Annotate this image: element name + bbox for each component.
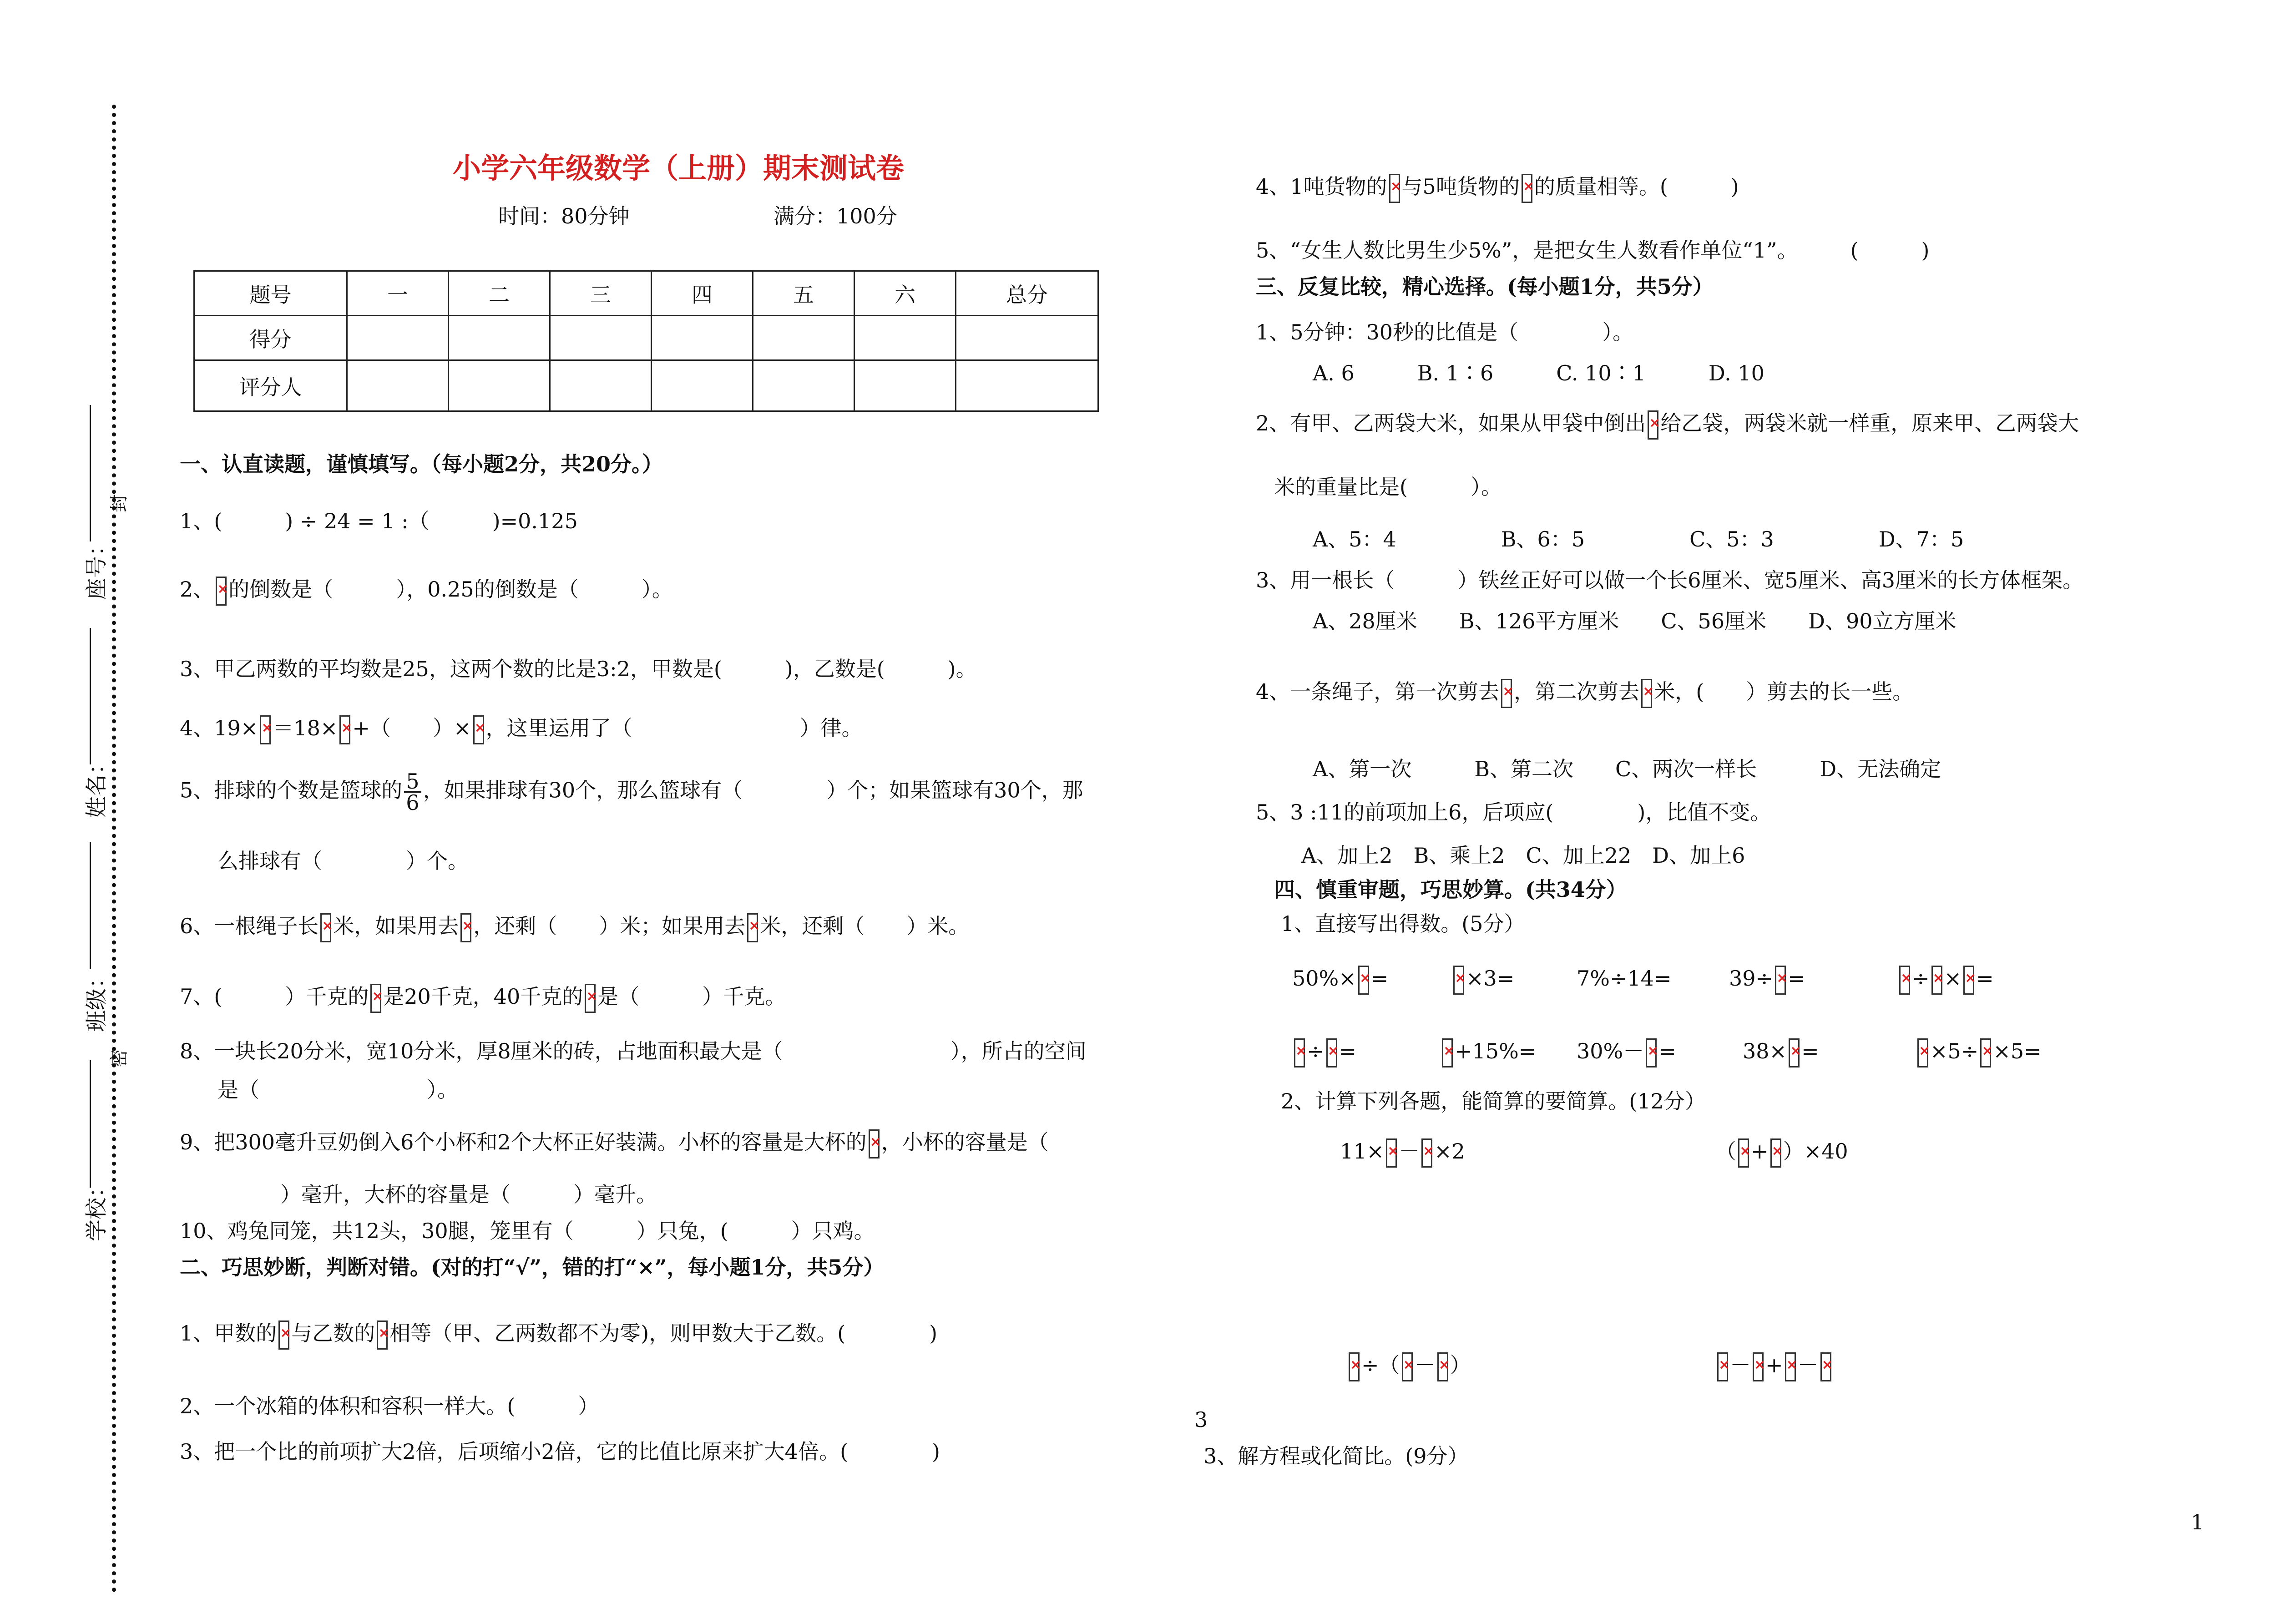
- s1-question-1: 1、( ) ÷ 24 = 1 :（ )=0.125: [180, 509, 578, 533]
- broken-image-icon: [1820, 1352, 1831, 1381]
- broken-image-icon: [747, 913, 758, 942]
- score-cell[interactable]: [652, 360, 753, 411]
- broken-image-icon: [1963, 966, 1974, 995]
- s1-question-2: 2、× 的倒数是（ ），0.25的倒数是（ ）。: [180, 576, 673, 606]
- broken-image-icon: [1785, 1352, 1796, 1381]
- s1-question-3: 3、甲乙两数的平均数是25，这两个数的比是3:2，甲数是( )，乙数是( )。: [180, 657, 977, 681]
- score-row-label: 评分人: [194, 360, 347, 411]
- broken-image-icon: [1294, 1038, 1305, 1067]
- s3-question-2-cont: 米的重量比是( ）。: [1274, 475, 1502, 499]
- secret-mark: 密: [109, 1049, 130, 1067]
- page-number: 1: [2191, 1510, 2204, 1534]
- broken-image-icon: [869, 1129, 880, 1159]
- score-cell[interactable]: [753, 360, 854, 411]
- score-header: 总分: [956, 271, 1098, 316]
- s1-question-7: 7、( ）千克的× 是20千克，40千克的× 是（ ）千克。: [180, 983, 786, 1013]
- score-header: 六: [854, 271, 956, 316]
- broken-image-icon: [1789, 1038, 1800, 1067]
- direct-answer-item: × ×3=: [1451, 965, 1514, 995]
- s3-question-5: 5、3 :11的前项加上6，后项应( )，比值不变。: [1256, 800, 1771, 825]
- seat-line: [90, 405, 91, 541]
- broken-image-icon: [1522, 174, 1532, 203]
- direct-answer-item: 39÷× =: [1729, 965, 1805, 995]
- name-line: [90, 628, 91, 764]
- broken-image-icon: [1358, 966, 1369, 995]
- calc-expression-4: × －× +× －×: [1715, 1351, 1833, 1381]
- broken-image-icon: [1738, 1138, 1749, 1168]
- broken-image-icon: [1646, 1038, 1657, 1067]
- broken-image-icon: [370, 984, 381, 1013]
- school-line: [90, 1060, 91, 1188]
- broken-image-icon: [1442, 1038, 1453, 1067]
- page-title: 小学六年级数学（上册）期末测试卷: [453, 152, 905, 185]
- broken-image-icon: [1389, 174, 1400, 203]
- s2-question-1: 1、甲数的× 与乙数的× 相等（甲、乙两数都不为零)，则甲数大于乙数。( ): [180, 1320, 937, 1350]
- calc-expression-2: （× +× ）×40: [1715, 1138, 1848, 1168]
- s1-question-6: 6、一根绳子长× 米，如果用去× ，还剩（ ）米；如果用去× 米，还剩（ ）米。: [180, 912, 969, 942]
- score-cell[interactable]: [449, 316, 550, 360]
- s2-question-5: 5、“女生人数比男生少5%”，是把女生人数看作单位“1”。 ( ): [1256, 238, 1930, 263]
- s1-question-4: 4、19×× ＝18×× +（ ）×× ，这里运用了（ ）律。: [180, 714, 863, 744]
- s3-question-1-options: A. 6 B. 1∶6 C. 10∶1 D. 10: [1313, 361, 1764, 385]
- broken-image-icon: [1437, 1352, 1448, 1381]
- broken-image-icon: [320, 913, 331, 942]
- s4-part-1: 1、直接写出得数。(5分）: [1281, 911, 1525, 936]
- broken-image-icon: [1501, 679, 1512, 708]
- broken-image-icon: [377, 1320, 388, 1350]
- score-cell[interactable]: [550, 360, 652, 411]
- score-cell[interactable]: [753, 316, 854, 360]
- broken-image-icon: [1453, 966, 1464, 995]
- s1-question-9: 9、把300毫升豆奶倒入6个小杯和2个大杯正好装满。小杯的容量是大杯的× ，小杯的容量是（: [180, 1128, 1049, 1159]
- seat-label: 座号：: [84, 534, 110, 600]
- s3-question-3-options: A、28厘米 B、126平方厘米 C、56厘米 D、90立方厘米: [1313, 609, 1956, 633]
- section-4-title: 四、慎重审题，巧思妙算。(共34分）: [1274, 877, 1627, 902]
- school-label: 学校：: [84, 1175, 110, 1242]
- broken-image-icon: [1775, 966, 1786, 995]
- s3-question-2-options: A、5：4 B、6：5 C、5：3 D、7：5: [1313, 527, 1964, 551]
- score-header: 一: [347, 271, 449, 316]
- score-cell[interactable]: [956, 316, 1098, 360]
- calc-expression-3: ×÷（× －× ）: [1347, 1351, 1471, 1381]
- direct-answer-item: 7%÷14=: [1577, 966, 1672, 991]
- s3-question-3: 3、用一根长（ ）铁丝正好可以做一个长6厘米、宽5厘米、高3厘米的长方体框架。: [1256, 568, 2084, 592]
- s2-question-3: 3、把一个比的前项扩大2倍，后项缩小2倍，它的比值比原来扩大4倍。( ): [180, 1439, 940, 1464]
- name-label: 姓名：: [84, 752, 110, 819]
- broken-image-icon: [1641, 679, 1652, 708]
- broken-image-icon: [1931, 966, 1942, 995]
- direct-answer-item: × ×5÷× ×5=: [1916, 1037, 2042, 1067]
- s1-question-9-cont: ）毫升，大杯的容量是（ ）毫升。: [217, 1182, 657, 1207]
- direct-answer-item: × ÷× ×× =: [1897, 965, 1994, 995]
- broken-image-icon: [216, 577, 227, 606]
- stray-number: 3: [1194, 1407, 1208, 1432]
- score-row-label: 得分: [194, 316, 347, 360]
- score-cell[interactable]: [347, 360, 449, 411]
- s1-question-8-cont: 是（ ）。: [217, 1078, 458, 1102]
- binding-dotted-line: [112, 105, 116, 1593]
- broken-image-icon: [278, 1320, 289, 1350]
- s4-part-3: 3、解方程或化简比。(9分）: [1203, 1444, 1469, 1468]
- s3-question-4: 4、一条绳子，第一次剪去× ，第二次剪去× 米，( ）剪去的长一些。: [1256, 678, 1913, 708]
- direct-answer-row-1: 50%×× =: [1292, 965, 1388, 995]
- score-cell[interactable]: [854, 360, 956, 411]
- score-header: 三: [550, 271, 652, 316]
- broken-image-icon: [339, 715, 350, 744]
- broken-image-icon: [260, 715, 271, 744]
- broken-image-icon: [1386, 1138, 1397, 1168]
- section-1-title: 一、认直读题，谨慎填写。（每小题2分，共20分。）: [180, 452, 663, 476]
- score-cell[interactable]: [550, 316, 652, 360]
- seal-mark: 封: [109, 494, 130, 512]
- broken-image-icon: [1349, 1352, 1360, 1381]
- fraction: $\frac{5}{6}$: [404, 771, 421, 813]
- broken-image-icon: [473, 715, 484, 744]
- score-table: [193, 270, 1099, 412]
- exam-time: 时间：80分钟: [498, 204, 630, 228]
- broken-image-icon: [1421, 1138, 1432, 1168]
- s3-question-4-options: A、第一次 B、第二次 C、两次一样长 D、无法确定: [1313, 757, 1941, 781]
- broken-image-icon: [1899, 966, 1910, 995]
- direct-answer-row-2: ×÷× =: [1292, 1037, 1356, 1067]
- s3-question-1: 1、5分钟：30秒的比值是（ ）。: [1256, 320, 1634, 344]
- broken-image-icon: [1753, 1352, 1764, 1381]
- score-cell[interactable]: [854, 316, 956, 360]
- s4-part-2: 2、计算下列各题，能简算的要简算。(12分）: [1281, 1089, 1706, 1113]
- s3-question-2: 2、有甲、乙两袋大米，如果从甲袋中倒出× 给乙袋，两袋米就一样重，原来甲、乙两袋大: [1256, 410, 2079, 440]
- broken-image-icon: [1326, 1038, 1337, 1067]
- broken-image-icon: [1717, 1352, 1728, 1381]
- direct-answer-item: 30%－× =: [1577, 1037, 1676, 1067]
- broken-image-icon: [1770, 1138, 1781, 1168]
- broken-image-icon: [460, 913, 471, 942]
- score-header: 四: [652, 271, 753, 316]
- s1-question-10: 10、鸡兔同笼，共12头，30腿，笼里有（ ）只兔，( ）只鸡。: [180, 1219, 875, 1243]
- s2-question-2: 2、一个冰箱的体积和容积一样大。( ）: [180, 1394, 599, 1418]
- class-line: [90, 842, 91, 969]
- broken-image-icon: [1648, 410, 1658, 440]
- s2-question-4: 4、1吨货物的× 与5吨货物的× 的质量相等。( ): [1256, 173, 1739, 203]
- score-cell[interactable]: [449, 360, 550, 411]
- s1-question-5: 5、排球的个数是篮球的 $\frac{5}{6}$ ，如果排球有30个，那么篮球有（ ）个；如果篮球有30个，那: [180, 769, 1083, 815]
- class-label: 班级：: [84, 966, 110, 1032]
- calc-expression-1: 11×× －× ×2: [1340, 1138, 1465, 1168]
- s3-question-5-options: A、加上2 B、乘上2 C、加上22 D、加上6: [1301, 843, 1745, 868]
- s1-question-8: 8、一块长20分米，宽10分米，厚8厘米的砖，占地面积最大是（ ），所占的空间: [180, 1039, 1087, 1063]
- score-header: 题号: [194, 271, 347, 316]
- score-header: 五: [753, 271, 854, 316]
- score-cell[interactable]: [956, 360, 1098, 411]
- score-header: 二: [449, 271, 550, 316]
- direct-answer-item: 38×× =: [1743, 1037, 1819, 1067]
- s1-question-5-cont: 么排球有（ ）个。: [217, 849, 469, 873]
- score-cell[interactable]: [347, 316, 449, 360]
- broken-image-icon: [1980, 1038, 1991, 1067]
- exam-full-score: 满分：100分: [774, 204, 897, 228]
- broken-image-icon: [1402, 1352, 1413, 1381]
- broken-image-icon: [585, 984, 596, 1013]
- direct-answer-item: × +15%=: [1440, 1037, 1536, 1067]
- section-2-title: 二、巧思妙断，判断对错。(对的打“√”，错的打“×”，每小题1分，共5分）: [180, 1255, 885, 1280]
- broken-image-icon: [1917, 1038, 1928, 1067]
- section-3-title: 三、反复比较，精心选择。(每小题1分，共5分）: [1256, 274, 1714, 299]
- score-cell[interactable]: [652, 316, 753, 360]
